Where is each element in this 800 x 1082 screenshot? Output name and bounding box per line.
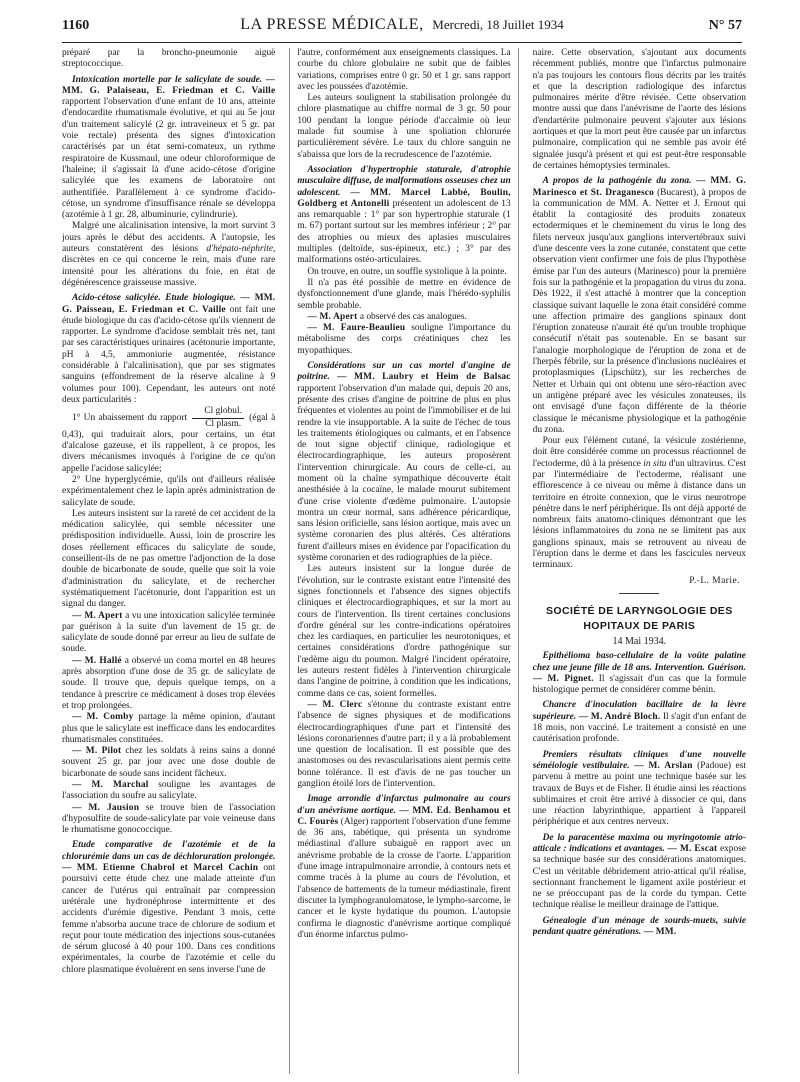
article-authors: — MM. G. Paisseau, E. Friedman et C. Vaille	[62, 293, 276, 315]
column-right	[533, 48, 746, 1074]
article-body: expose sa technique basée sur des considérations anatomiques. C'est un véritable débridement atrio-attical qu'il réalise, sectionnant franchement le ligament axile postérieur et ne se préoccupant pas de la corde du tympan. Cette technique réalise le meilleur drainage de l'attique.	[532, 844, 746, 911]
comment-body: souligne l'importance du métabolisme des corps créatiniques chez les myopathiques.	[297, 323, 511, 356]
article-authors: — MM. Ed. Benhamou et C. Fourès	[297, 805, 511, 827]
comment-body: a observé un coma mortel en 48 heures après absorption d'une dose de 35 gr. de salicylate de soude. Il trouve que, depuis quelque temps, on a tendance à prescrire ce médicament à doses trop élevées et trop prolongées.	[62, 655, 276, 711]
article-body: rapportent l'observation d'une enfant de 10 ans, atteinte d'endocardite rhumatismale évolutive, et qui au 5e jour d'un traitement salicylé (2 gr. intraveineux et 5 gr. par voie rectale) présenta des signes d'intoxication caractérisés par un état semi-comateux, un rythme respiratoire de Kussmaul, une odeur chloroformique de l'haleine; il s'agissait là d'une acido-cétose d'origine salicylée que les examens de laboratoire ont authentifiée. Parallèlement à ce syndrome d'acido-cétose, un syndrome d'insuffisance rénale se développa (azotémie à 1 gr. 28, albuminurie, cylindrurie).	[62, 97, 276, 221]
author-signature: P.-L. Marie.	[689, 575, 740, 586]
italic-term: d'hépato-néphrite,	[206, 244, 276, 255]
page-number: 1160	[62, 18, 90, 33]
article-infarctus	[297, 794, 510, 941]
comment-author: — M. Clerc	[307, 699, 363, 710]
article-zona	[533, 176, 746, 436]
comment-body: se trouve bien de l'association d'hyposulfite de soude-salicylate par voie veineuse dans le rhumatisme gonococcique.	[62, 802, 276, 836]
comment-author: — M. Faure-Beaulieu	[307, 323, 406, 334]
column-left	[62, 48, 275, 1074]
comment	[297, 323, 510, 357]
journal-name: LA PRESSE MÉDICALE,	[240, 16, 424, 33]
comment-author: — M. Comby	[72, 712, 134, 723]
paragraph: Les auteurs soulignent la stabilisation prolongée du chlore plasmatique au chiffre normal de 3 gr. 50 pour 100 pendant la longue période d'accalmie où leur malade fut soumise à une spoliation chlorurée particulièrement sévère. Le taux du chlore sanguin ne s'abaissa que lors de la recrudescence de l'azotémie.	[297, 93, 511, 160]
comment-author: — M. Apert	[72, 610, 123, 621]
article-authors: — MM. Laubry et Heim de Balsac	[337, 372, 511, 383]
comment-author: — M. Marchal	[72, 780, 149, 790]
article-authors: — MM. Marcel Labbé, Boulin, Goldberg et Antonelli	[297, 187, 511, 209]
article-body: (Bucarest), à propos de la communication de MM. A. Netter et J. Ernout qui établit la contagiosité des produits zonateux ectodermiques et le cheminement du virus le long des filets nerveux jusqu'aux ganglions intervertébraux suivi d'une descente vers la zone cutanée, constatent que cette observation vient confirmer une fois de plus l'hypothèse émise par l'un des auteurs (Marinesco) pour la première fois sur la pathogénie et la propagation du virus du zona. Dès 1922, il s'est attaché à montrer que la conception classique suivant laquelle le zona était considéré comme une affection primaire des ganglions spinaux dont l'éruption zonateuse n'aurait été qu'un trouble trophique consécutif n'était pas soutenable. En se basant sur l'analogie morphologique de l'éruption de zona et de l'herpès fébrile, sur la présence d'inclusions nucléaires et protoplasmiques (Lipschütz), sur les recherches de Netter et Urbain qui ont obtenu une séro-réaction avec un antigène préparé avec les vésicules zonateuses, ils ont envisagé d'une façon différente de la théorie classique le mécanisme physiologique et la pathogénie du zona.	[532, 187, 746, 435]
text-span: d'un ultravirus. C'est par l'intermédiaire de l'ectoderme, réalisant une efflorescence à ce niveau ou même à distance dans un territoire en étroite connexion, que le virus neurotrope pénètre dans le nerf périphérique. Ils ont déjà apporté de nombreux faits anatomo-cliniques démontrant que les lésions inflammatoires du zona ne se limitent pas aux ganglions spinaux, mais se retrouvent au niveau de l'éruption dans le derme et dans les fascicules nerveux terminaux.	[532, 458, 746, 571]
article-authors: — M. Pignet.	[532, 673, 594, 684]
comment	[62, 656, 275, 712]
paragraph	[533, 436, 746, 572]
article-title: Association d'hypertrophie staturale, d'atrophie musculaire diffuse, de malformations osseuses chez un adolescent.	[297, 164, 511, 198]
comment-author: — M. Apert	[307, 311, 358, 322]
article-acido-cetose	[62, 293, 275, 406]
article-paracentese	[533, 833, 746, 912]
text-span: (égal à 0,43), qui traduirait alors, pour certains, un état d'alcalose gazeuse, et ils rappellent, à ce propos, les divers mécanismes invoqués à l'origine de ce qu'on appelle l'acidose salicylée;	[62, 413, 276, 474]
article-title: Chancre d'inoculation bacillaire de la lèvre supérieure.	[532, 700, 746, 722]
paragraph: préparé par la broncho-pneumonie aiguë streptococcique.	[62, 48, 276, 70]
article-authors: — MM. Etienne Chabrol et Marcel Cachin	[62, 863, 259, 874]
journal-title	[122, 16, 682, 34]
article-epithelioma	[533, 651, 746, 696]
article-vestibulaire	[533, 750, 746, 829]
article-title: Intoxication mortelle par le salicylate de soude.	[72, 74, 263, 85]
comment	[297, 700, 510, 790]
article-body: Il s'agissait d'un cas que la formule histologique permet de considérer comme bénin.	[532, 673, 746, 696]
paragraph: l'autre, conformément aux enseignements classiques. La courbe du chlore globulaire ne subit que de faibles variations, comprises entre 0 gr. 50 et 1 gr. sans rapport avec les poussées d'azotémie.	[297, 48, 511, 92]
article-authors: — M. Arslan	[634, 760, 693, 771]
article-title: Image arrondie d'infarctus pulmonaire au cours d'un anévrisme aortique.	[297, 794, 511, 816]
comment	[62, 611, 275, 656]
society-heading: SOCIÉTÉ DE LARYNGOLOGIE DES HOPITAUX DE PARIS	[546, 604, 733, 632]
section-divider	[619, 593, 659, 594]
article-authors: — MM. G. Palaiseau, E. Friedman et C. Vaille	[62, 74, 276, 96]
article-authors: — MM.	[643, 927, 677, 938]
paragraph	[62, 221, 275, 289]
comment-body: a observé des cas analogues.	[359, 311, 467, 322]
comment-body: chez les soldats à reins sains a donné souvent 25 gr. par jour avec une dose double de bicarbonate de soude sans incident fâcheux.	[62, 746, 276, 779]
article-title: A propos de la pathogénie du zona.	[542, 176, 692, 187]
fraction-numerator: Cl globul.	[192, 406, 244, 418]
page-header	[62, 16, 742, 43]
comment-author: — M. Hallé	[72, 655, 122, 666]
text-span: discrètes en ce qui concerne le rein, mais d'une rare intensité pour les altérations du foie, en état de dégénérescence graisseuse massive.	[62, 255, 276, 288]
comment-author: — M. Pilot	[72, 746, 122, 757]
article-body: ont fait une étude biologique du cas d'acido-cétose qu'ils viennent de rapporter. Le syndrome d'acidose semblait très net, tant par ses caractéristiques urinaires (acétonurie importante, pH à 4,5, ammoniurie augmentée, résistance considérable à l'alcalinisation), que par ses stigmates sanguins (effondrement de la réserve alcaline à 9 volumes pour 100). Cependant, les auteurs ont noté deux particularités :	[62, 304, 276, 405]
comment	[62, 712, 275, 746]
article-title: Considérations sur un cas mortel d'angine de poitrine.	[297, 361, 511, 383]
article-title: Acido-cétose salicylée. Etude biologique.	[72, 293, 236, 304]
paragraph: Les auteurs insistent sur la longue durée de l'évolution, sur le contraste existant entre l'intensité des signes fonctionnels et l'absence des signes objectifs cliniques et électrocardiographiques, et sur la mort au cours de l'intervention. Ils tirent certaines conclusions d'ordre général sur les contre-indications opératoires chez les cardiaques, en particulier les neurotoniques, et certaines considérations d'ordre pathogénique sur l'œdème aigu du poumon. Malgré l'incident opératoire, les auteurs restent fidèles à l'intervention chirurgicale dans l'angine de poitrine, à condition que les indications, comme dans ce cas, soient formelles.	[297, 564, 511, 699]
comment	[62, 780, 275, 803]
text-span: Malgré une alcalinisation intensive, la mort survint 3 jours après le début des accidents. A l'autopsie, les auteurs constatèrent des lésions	[62, 221, 276, 255]
comment-body: a vu une intoxication salicylée terminée par guérison à la suite d'un lavement de 15 gr. de salicylate de soude donné par erreur au lieu de sulfate de soude.	[62, 610, 276, 655]
list-item	[62, 406, 275, 475]
article-chancre	[533, 700, 746, 745]
list-item: 2° Une hyperglycémie, qu'ils ont d'ailleurs réalisée expérimentalement chez le lapin après administration de salicylate de soude.	[62, 474, 276, 508]
comment-body: s'étonne du contraste existant entre l'absence de signes physiques et de modifications électrocardiographiques d'une part et l'intensité des lésions coronariennes d'autre part; il y a là probablement une question de localisation. Il est possible que des anastomoses ou des revascularisations aient permis cette bonne tolérance. Il est d'avis de ne pas toucher un ganglion étoilé lors de l'intervention.	[297, 699, 511, 789]
paragraph: naire. Cette observation, s'ajoutant aux documents récemment publiés, montre que l'infarctus pulmonaire n'a pas toujours les contours flous décrits par les traités et que la description radiologique des infarctus pulmonaires mérite d'être révisée. Cette observation montre aussi que dans l'anévrisme de l'aorte des lésions d'endartérite pulmonaire peuvent s'ajouter aux lésions aortiques et que la mort peut être causée par un infarctus pulmonaire, complication qui ne semble pas avoir été signalée jusqu'à présent et qui est peut-être responsable de certaines hémoptysies terminales.	[532, 48, 746, 171]
article-body: ont poursuivi cette étude chez une malade atteinte d'un cancer de l'utérus qui entraînait par compression urétérale une hydronéphrose intermittente et des accidents d'urémie digestive. Pendant 3 mois, cette femme n'absorba aucune trace de chlorure de sodium et reçut pour toute médication des injections sous-cutanées de sérum glucosé à 40 pour 100. Dans ces conditions expérimentales, la courbe de l'azotémie et celle du chlore plasmatique évoluèrent en sens inverse l'une de	[62, 863, 276, 975]
issue-date: Mercredi, 18 Juillet 1934	[432, 17, 564, 32]
italic-term: in situ	[643, 458, 667, 469]
article-columns	[62, 48, 746, 1074]
comment	[62, 803, 275, 837]
article-body: (Padoue) est parvenu à mettre au point une technique basée sur les travaux de Buys et de Fisher. Il étudie ainsi les réactions sublimaires et croit être arrivé à dissocier ce qui, dans une réaction labyrinthique, appartient à l'appareil périphérique et aux centres nerveux.	[532, 760, 746, 828]
paragraph: Les auteurs insistent sur la rareté de cet accident de la médication salicylée, qui semble nécessiter une prédisposition individuelle. Aussi, loin de proscrire les doses réellement efficaces du salicylate de soude, conseillent-ils de ne pas omettre l'adjonction de la dose double de bicarbonate de soude, quelle que soit la voie d'administration du salicylate, et de rechercher systématiquement l'acétonurie, dont l'apparition est un signal du danger.	[62, 508, 276, 610]
article-title: Etude comparative de l'azotémie et de la chlorurémie dans un cas de déchloruration prolongée.	[62, 840, 276, 862]
article-genealogie	[533, 916, 746, 939]
text-span: Pour eux l'élément cutané, la vésicule zostérienne, doit être considérée comme un processus réactionnel de l'ectoderme, dû à la présence	[532, 436, 746, 469]
article-angine	[297, 361, 510, 564]
ratio-fraction	[192, 406, 244, 430]
comment-body: partage la même opinion, d'autant plus que le salicylate est inefficace dans les endocardites rhumatismales constituées.	[62, 712, 276, 745]
comment	[297, 312, 510, 323]
article-authors: — M. Escat	[667, 844, 718, 854]
article-azotemie	[62, 840, 275, 976]
article-title: Premiers résultats cliniques d'une nouvelle séméiologie vestibulaire.	[532, 749, 746, 771]
article-body: rapportent l'observation d'un malade qui, depuis 20 ans, présente des crises d'angine de poitrine de plus en plus fréquentes et violentes au point de l'immobiliser et de lui rendre la vie insupportable. A la suite de l'échec de tous les traitements étiologiques ou calmants, et en l'absence de tout signe objectif clinique, radiologique et électrocardiographique, les auteurs proposèrent l'intervention chirurgicale. Au cours de celle-ci, au moment où la chaîne sympathique découverte était anesthésiée à la cocaïne, le malade mourut subitement d'une crise violente d'œdème pulmonaire. L'autopsie montra un cœur normal, sans adhérence péricardique, sans lésion orificielle, sans lésion aortique, mais avec un système coronarien des plus altérés. Ces altérations furent d'ailleurs mises en évidence par l'opacification du système coronarien et des radiographies de la pièce.	[297, 383, 511, 564]
comment-author: — M. Jausion	[72, 802, 140, 813]
article-body: (Alger) rapportent l'observation d'une femme de 36 ans, tabétique, qui présenta un syndrome médiastinal d'allure subaiguë en rapport avec un anévrisme probable de la crosse de l'aorte. L'apparition d'une image intrapulmonaire arrondie, à contours nets et comme tracés à la plume au cours de l'évolution, et l'absence de battements de la tumeur médiastinale, firent discuter la lymphogranulomatose, le lympho-sarcome, le cancer et le kyste hydatique du poumon. L'autopsie confirma le diagnostic d'anévrisme aortique compliqué d'un énorme infarctus pulmo-	[297, 816, 511, 940]
article-title: Génealogie d'un ménage de sourds-muets, suivie pendant quatre générations.	[532, 915, 746, 938]
comment-body: souligne les avantages de l'association du soufre au salicylate.	[62, 780, 276, 802]
issue-number: N° 57	[708, 18, 742, 33]
article-title: De la paracentèse maxima ou myringotomie atrio-atticale : indications et avantages.	[532, 832, 746, 854]
paragraph: On trouve, en outre, un souffle systolique à la pointe.	[307, 266, 507, 277]
article-body: Il s'agit d'un enfant de 18 mois, non vacciné. Le traitement a consisté en une cautérisation profonde.	[532, 711, 746, 745]
article-hypertrophie	[297, 165, 510, 267]
article-authors: — M. André Bloch.	[578, 711, 661, 722]
article-authors: — MM. G. Marinesco et St. Draganesco	[532, 176, 746, 198]
article-title: Epithélioma baso-cellulaire de la voûte palatine chez une jeune fille de 18 ans. Intervention. Guérison.	[532, 651, 746, 673]
fraction-denominator: Cl plasm.	[205, 418, 242, 429]
comment	[62, 746, 275, 780]
article-body: présentent un adolescent de 13 ans remarquable : 1° par son hypertrophie staturale (1 m. 67) portant surtout sur les membres inférieur ; 2° par des atrophies ou mieux des aplasies musculaires multiples (deltoïde, sus-épineux, etc.) ; 3° par des malformations ostéo-articulaires.	[297, 198, 511, 266]
paragraph: Il n'a pas été possible de mettre en évidence de dysfonctionnement d'une glande, mais l'hérédo-syphilis semble probable.	[297, 277, 511, 311]
text-span: 1° Un abaissement du rapport	[72, 413, 188, 424]
column-middle	[289, 48, 518, 1074]
article-intoxication	[62, 75, 275, 222]
society-date: 14 Mai 1934.	[612, 635, 667, 647]
